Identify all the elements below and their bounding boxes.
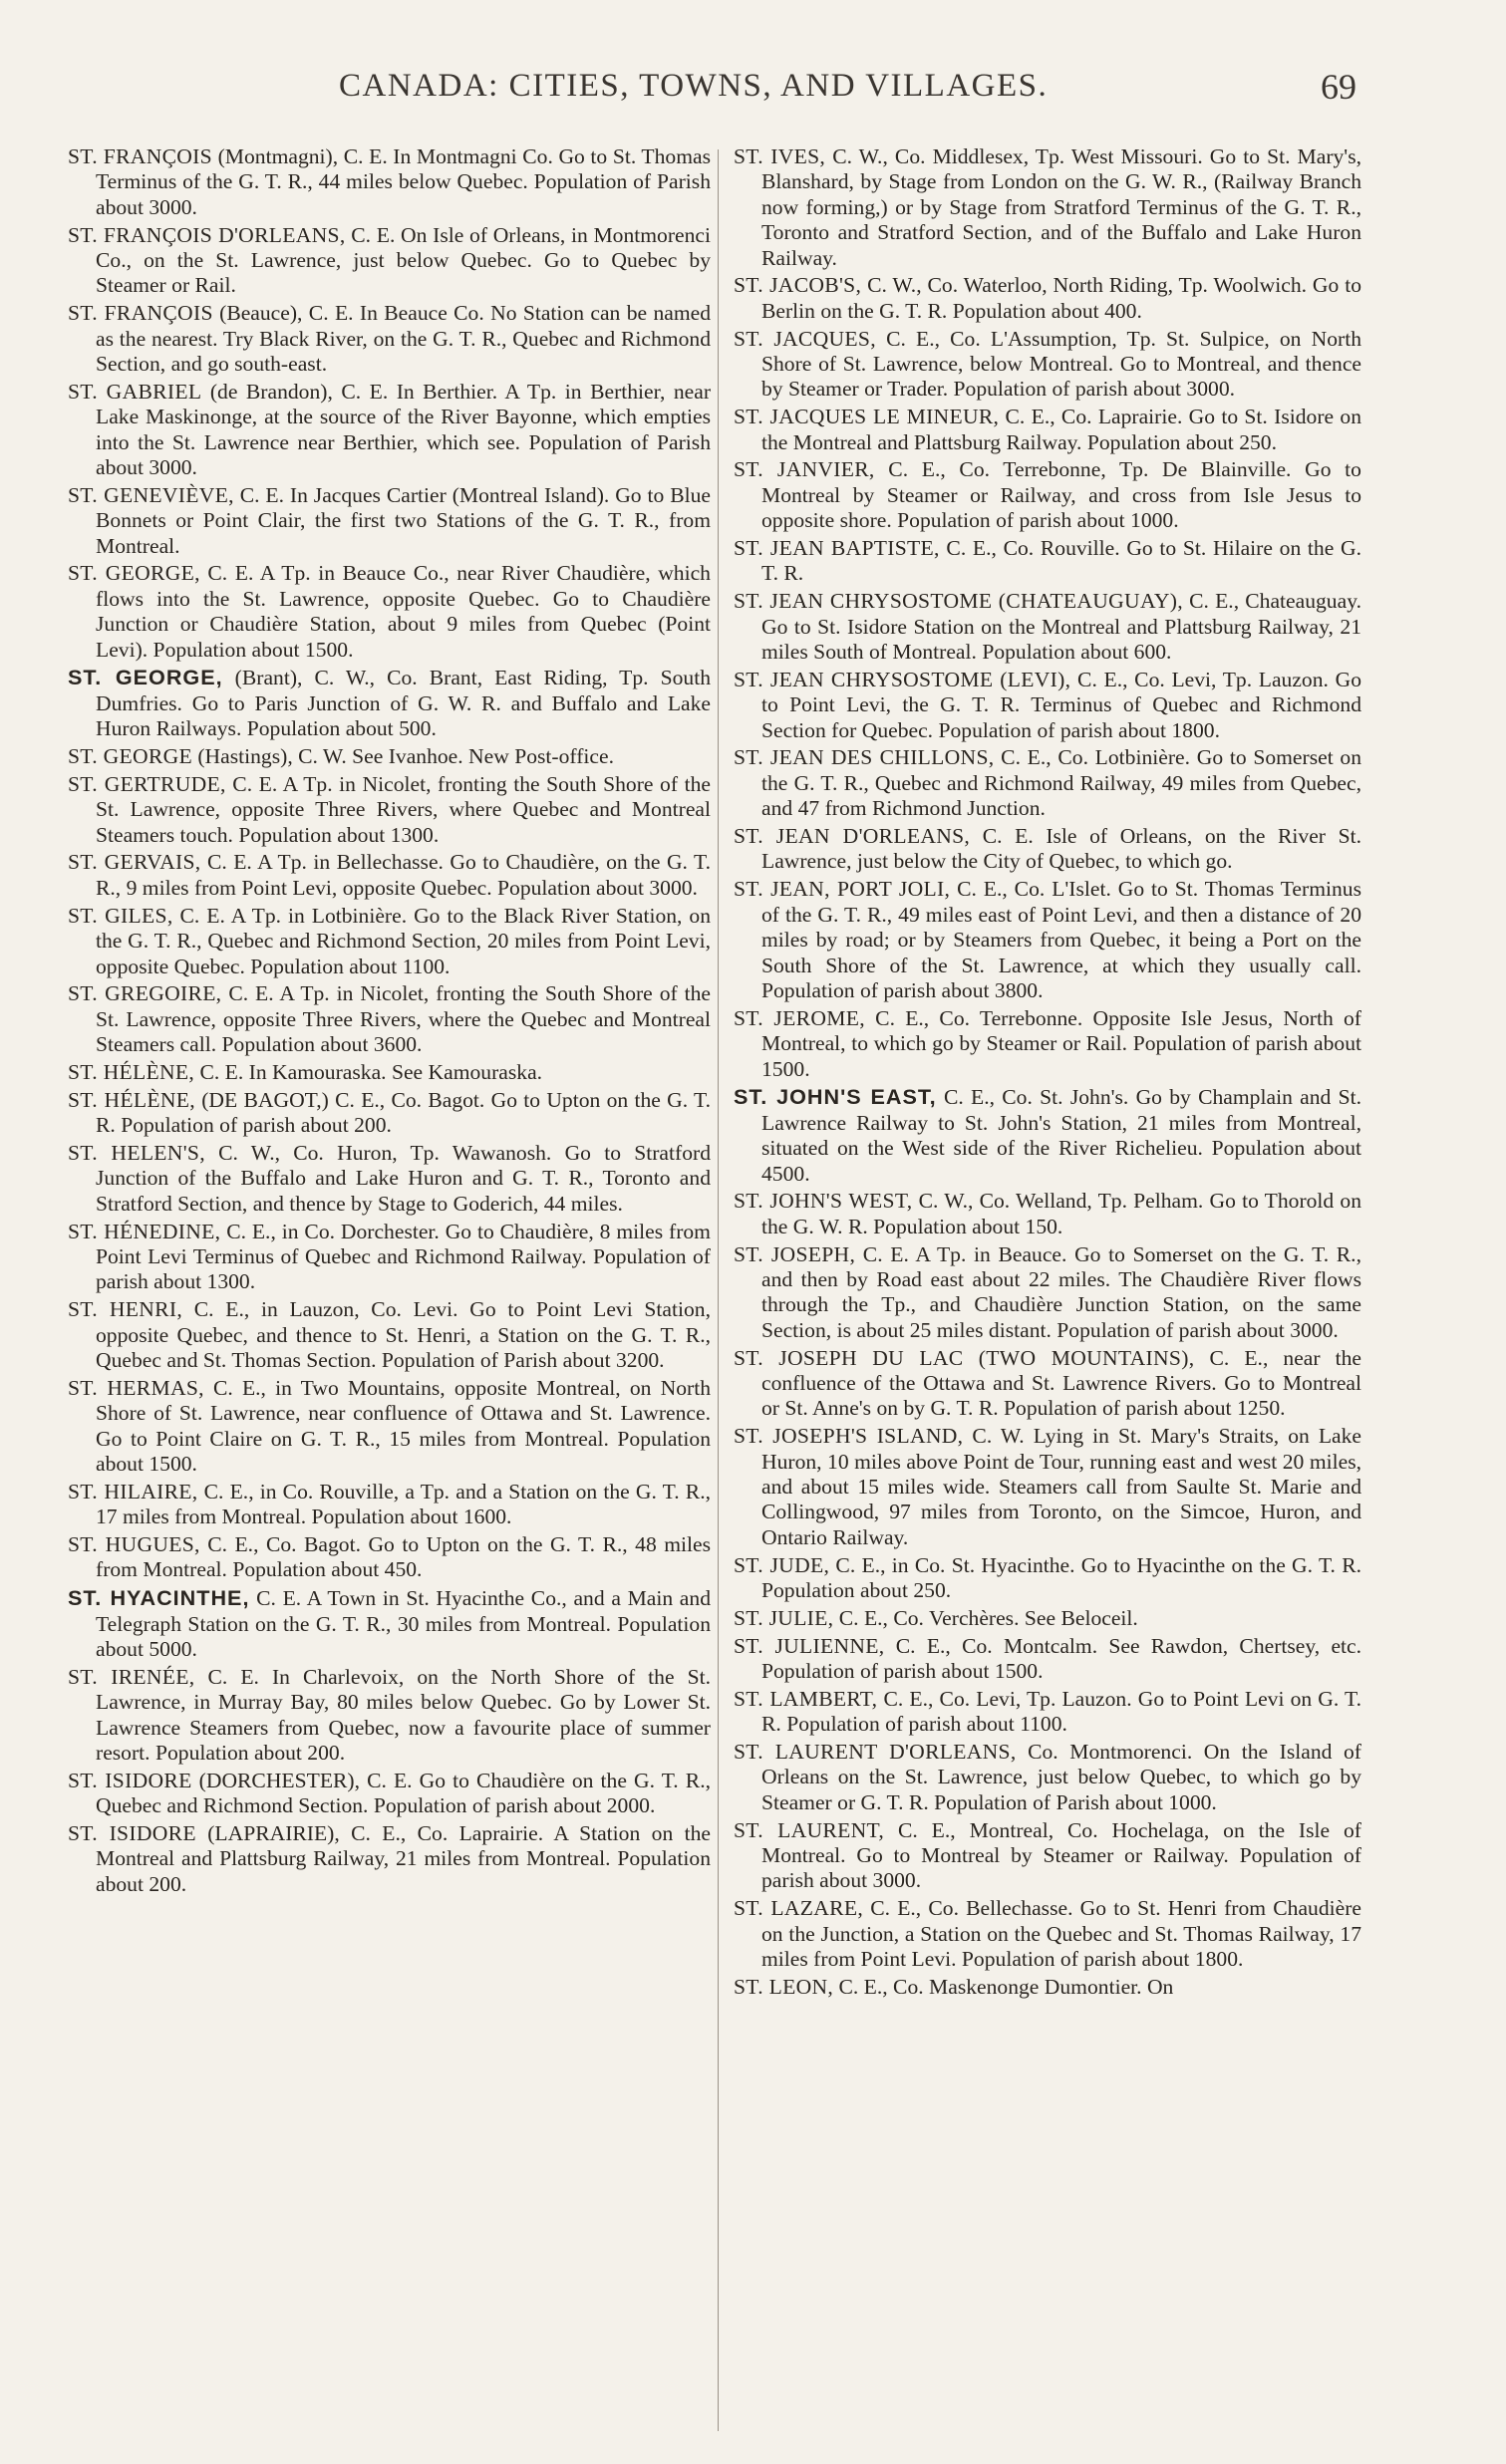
gazetteer-entry xyxy=(734,457,1361,533)
page-number: 69 xyxy=(1321,67,1356,107)
entry-text: (Montmagni), C. E. In Montmagni Co. Go to St. Thomas Terminus of the G. T. R., 44 miles below Quebec. Population of Parish about 3000. xyxy=(96,144,711,219)
entry-text: C. E. A Tp. in Bellechasse. Go to Chaudière, on the G. T. R., 9 miles from Point Levi, opposite Quebec. Population about 3000. xyxy=(96,850,711,900)
gazetteer-entry xyxy=(734,273,1361,324)
gazetteer-entry xyxy=(68,772,711,848)
entry-headword: ST. JEAN CHRYSOSTOME (CHATEAUGUAY), xyxy=(734,589,1183,614)
gazetteer-entry xyxy=(68,561,711,663)
gazetteer-entry xyxy=(734,824,1361,875)
entry-headword: ST. GEORGE, xyxy=(68,561,200,586)
gazetteer-entry xyxy=(734,1606,1361,1631)
entry-text: C. E., Co. L'Islet. Go to St. Thomas Terminus of the G. T. R., 49 miles east of Point Levi, and then a distance of 20 miles by road; or by Steamers from Quebec, it being a Port on the South Shore of the St. Lawrence, at which they usually call. Population of parish about 3800. xyxy=(761,877,1361,1002)
entry-text: C. W., Co. Middlesex, Tp. West Missouri. Go to St. Mary's, Blanshard, by Stage from London on the G. W. R., (Railway Branch now forming,) or by Stage from Stratford Terminus of the G. T. R., Toronto and Stratford Section, and of the Buffalo and Lake Huron Railway. xyxy=(761,144,1361,270)
entry-headword: ST. FRANÇOIS xyxy=(68,144,212,168)
entry-headword: ST. LEON, xyxy=(734,1974,834,1999)
gazetteer-entry xyxy=(68,1769,711,1819)
entry-headword: ST. JOHN'S WEST, xyxy=(734,1189,913,1214)
gazetteer-entry xyxy=(68,1141,711,1217)
gazetteer-entry xyxy=(734,1818,1361,1894)
gazetteer-entry xyxy=(68,1665,711,1767)
entry-text: Co. Montmorenci. On the Island of Orleans on the St. Lawrence, just below Quebec, to which go by Steamer or G. T. R. Population of Parish about 1000. xyxy=(761,1739,1361,1814)
entry-headword: ST. JACQUES LE MINEUR, xyxy=(734,405,1000,429)
entry-headword: ST. JEAN BAPTISTE, xyxy=(734,536,940,561)
column-divider xyxy=(718,149,719,2431)
gazetteer-entry xyxy=(734,1740,1361,1815)
entry-headword: ST. JOHN'S EAST, xyxy=(734,1084,937,1110)
entry-text: C. E., Co. Levi, Tp. Lauzon. Go to Point Levi, the G. T. R. Terminus of Quebec and Richmond Section for Quebec. Population of parish about 1800. xyxy=(761,667,1361,742)
gazetteer-entry xyxy=(68,144,711,220)
entry-text: C. E., in Co. Dorchester. Go to Chaudière, 8 miles from Point Levi Terminus of Quebec and Richmond Railway. Population of parish about 1300. xyxy=(96,1219,711,1294)
entry-text: C. E., in Two Mountains, opposite Montreal, on North Shore of St. Lawrence, near confluence of Ottawa and St. Lawrence. Go to Point Claire on G. T. R., 15 miles from Montreal. Population about 1500. xyxy=(96,1375,711,1476)
gazetteer-entry xyxy=(734,1687,1361,1738)
gazetteer-entry xyxy=(734,1006,1361,1082)
entry-text: C. E. A Tp. in Beauce. Go to Somerset on the G. T. R., and then by Road east about 22 miles. The Chaudière River flows through the Tp., and Chaudière Junction Station, on the same Section, is about 25 miles distant. Population of parish about 3000. xyxy=(761,1241,1361,1342)
gazetteer-entry xyxy=(734,1242,1361,1344)
entry-headword: ST. JULIENNE, xyxy=(734,1633,885,1658)
gazetteer-entry xyxy=(734,1896,1361,1972)
entry-headword: ST. HÉNEDINE, xyxy=(68,1219,221,1243)
entry-headword: ST. ISIDORE xyxy=(68,1768,192,1792)
entry-headword: ST. GILES, xyxy=(68,903,173,928)
entry-headword: ST. JEAN CHRYSOSTOME (LEVI), xyxy=(734,667,1071,691)
gazetteer-entry xyxy=(734,1084,1361,1187)
entry-headword: ST. GREGOIRE, xyxy=(68,981,222,1006)
entry-text: C. E., Co. Laprairie. Go to St. Isidore on the Montreal and Plattsburg Railway. Population about 250. xyxy=(761,405,1361,454)
entry-headword: ST. JACQUES, xyxy=(734,326,876,351)
entry-text: C. W., Co. Waterloo, North Riding, Tp. Woolwich. Go to Berlin on the G. T. R. Population about 400. xyxy=(761,273,1361,323)
entry-text: C. E., Co. Terrebonne. Opposite Isle Jesus, North of Montreal, to which go by Steamer or Rail. Population of parish about 1500. xyxy=(761,1005,1361,1081)
gazetteer-entry xyxy=(734,1189,1361,1239)
entry-text: C. E., Co. St. John's. Go by Champlain and St. Lawrence Railway to St. John's Station, 21 miles from Montreal, situated on the West side of the River Richelieu. Population about 4500. xyxy=(761,1085,1361,1186)
entry-text: C. E., Co. L'Assumption, Tp. St. Sulpice, on North Shore of St. Lawrence, below Montreal. Go to Montreal, and thence by Steamer or Trader. Population of parish about 3000. xyxy=(761,326,1361,402)
entry-headword: ST. HYACINTHE, xyxy=(68,1585,250,1611)
entry-text: C. E. On Isle of Orleans, in Montmorenci Co., on the St. Lawrence, just below Quebec. Go to Quebec by Steamer or Rail. xyxy=(96,222,711,298)
entry-headword: ST. JEAN D'ORLEANS, xyxy=(734,824,971,849)
entry-text: C. E. Isle of Orleans, on the River St. Lawrence, just below the City of Quebec, to which go. xyxy=(761,824,1361,874)
gazetteer-entry xyxy=(68,1088,711,1139)
page-header xyxy=(0,62,1506,122)
entry-headword: ST. JEROME, xyxy=(734,1005,865,1030)
gazetteer-entry xyxy=(734,589,1361,665)
gazetteer-entry xyxy=(68,665,711,741)
entry-headword: ST. ISIDORE xyxy=(68,1820,196,1845)
entry-text: (de Brandon), C. E. In Berthier. A Tp. in Berthier, near Lake Maskinonge, at the source of the River Bayonne, which empties into the St. Lawrence near Berthier, which see. Population of Parish about 3000. xyxy=(96,379,711,480)
gazetteer-entry xyxy=(734,536,1361,587)
right-column xyxy=(734,144,1361,2446)
entry-headword: ST. GEORGE xyxy=(68,744,192,769)
gazetteer-entry xyxy=(68,1060,711,1085)
entry-headword: ST. JULIE, xyxy=(734,1605,834,1630)
entry-headword: ST. FRANÇOIS D'ORLEANS, xyxy=(68,222,346,247)
entry-text: (DORCHESTER), C. E. Go to Chaudière on the G. T. R., Quebec and Richmond Section. Population of parish about 2000. xyxy=(96,1768,711,1818)
gazetteer-entry xyxy=(734,405,1361,455)
entry-text: C. E. In Charlevoix, on the North Shore of the St. Lawrence, in Murray Bay, 80 miles below Quebec. Go by Lower St. Lawrence Steamers from Quebec, now a favourite place of summer resort. Population about 200. xyxy=(96,1664,711,1765)
entry-headword: ST. HILAIRE, xyxy=(68,1479,198,1504)
entry-text: C. W., Co. Huron, Tp. Wawanosh. Go to Stratford Junction of the Buffalo and Lake Huron and G. T. R., Toronto and Stratford Section, and thence by Stage to Goderich, 44 miles. xyxy=(96,1140,711,1216)
entry-text: (Hastings), C. W. See Ivanhoe. New Post-office. xyxy=(191,744,614,769)
entry-text: C. W. Lying in St. Mary's Straits, on Lake Huron, 10 miles above Point de Tour, running east and west 20 miles, and about 15 miles wide. Steamers call from Saulte St. Marie and Collingwood, 97 miles from Toronto, on the Simcoe, Huron, and Ontario Railway. xyxy=(761,1424,1361,1549)
gazetteer-entry xyxy=(734,1424,1361,1550)
entry-text: C. E., Co. Verchères. See Beloceil. xyxy=(833,1605,1138,1630)
entry-headword: ST. LAURENT D'ORLEANS, xyxy=(734,1739,1017,1764)
gazetteer-entry xyxy=(68,223,711,299)
gazetteer-entry xyxy=(734,144,1361,271)
entry-text: C. E., in Co. St. Hyacinthe. Go to Hyacinthe on the G. T. R. Population about 250. xyxy=(761,1552,1361,1602)
entry-headword: ST. GENEVIÈVE, xyxy=(68,482,234,507)
entry-headword: ST. HUGUES, xyxy=(68,1531,200,1556)
entry-headword: ST. HENRI, xyxy=(68,1297,183,1322)
gazetteer-entry xyxy=(68,1220,711,1295)
entry-headword: ST. HELEN'S, xyxy=(68,1140,205,1165)
entry-text: C. E., in Co. Rouville, a Tp. and a Station on the G. T. R., 17 miles from Montreal. Population about 1600. xyxy=(96,1479,711,1529)
entry-headword: ST. JOSEPH, xyxy=(734,1241,856,1266)
entry-headword: ST. JOSEPH'S ISLAND, xyxy=(734,1424,964,1449)
entry-text: C. E., Chateauguay. Go to St. Isidore Station on the Montreal and Plattsburg Railway, 21 miles South of Montreal. Population about 600. xyxy=(761,589,1361,665)
entry-headword: ST. JEAN DES CHILLONS, xyxy=(734,745,995,770)
entry-text: C. E. A Tp. in Lotbinière. Go to the Black River Station, on the G. T. R., Quebec and Richmond Section, 20 miles from Point Levi, opposite Quebec. Population about 1100. xyxy=(96,903,711,978)
entry-text: C. E., Co. Montcalm. See Rawdon, Chertsey, etc. Population of parish about 1500. xyxy=(761,1633,1361,1683)
gazetteer-entry xyxy=(68,1376,711,1478)
entry-text: C. E., Co. Rouville. Go to St. Hilaire on the G. T. R. xyxy=(761,536,1361,586)
running-head: CANADA: CITIES, TOWNS, AND VILLAGES. xyxy=(339,68,1049,104)
gazetteer-entry xyxy=(68,301,711,377)
entry-text: (LAPRAIRIE), C. E., Co. Laprairie. A Station on the Montreal and Plattsburg Railway, 21 miles from Montreal. Population about 200. xyxy=(96,1820,711,1896)
gazetteer-entry xyxy=(68,850,711,901)
entry-headword: ST. HÉLÈNE, xyxy=(68,1059,195,1084)
entry-headword: ST. LAZARE, xyxy=(734,1896,864,1921)
entry-headword: ST. GERVAIS, xyxy=(68,850,201,875)
entry-text: (Beauce), C. E. In Beauce Co. No Station can be named as the nearest. Try Black River, on the G. T. R., Quebec and Richmond Section, and go south-east. xyxy=(96,301,711,377)
entry-text: C. E., Montreal, Co. Hochelaga, on the Isle of Montreal. Go to Montreal by Steamer or Railway. Population of parish about 3000. xyxy=(761,1817,1361,1893)
entry-headword: ST. IVES, xyxy=(734,144,826,168)
left-column xyxy=(68,144,711,2446)
entry-headword: ST. HÉLÈNE, xyxy=(68,1087,195,1112)
gazetteer-entry xyxy=(68,1532,711,1583)
gazetteer-entry xyxy=(68,744,711,769)
entry-headword: ST. JANVIER, xyxy=(734,457,875,482)
gazetteer-entry xyxy=(68,1480,711,1530)
entry-headword: ST. JACOB'S, xyxy=(734,273,862,298)
entry-text: C. E. In Kamouraska. See Kamouraska. xyxy=(194,1059,543,1084)
entry-text: C. E., Co. Bagot. Go to Upton on the G. T. R., 48 miles from Montreal. Population about 450. xyxy=(96,1531,711,1582)
entry-headword: ST. JOSEPH DU LAC (TWO MOUNTAINS), xyxy=(734,1345,1195,1370)
entry-text: C. E., in Lauzon, Co. Levi. Go to Point Levi Station, opposite Quebec, and thence to St. Henri, a Station on the G. T. R., Quebec and St. Thomas Section. Population of Parish about 3200. xyxy=(96,1297,711,1372)
entry-text: (DE BAGOT,) C. E., Co. Bagot. Go to Upton on the G. T. R. Population of parish about 200. xyxy=(96,1087,711,1138)
gazetteer-entry xyxy=(68,1585,711,1662)
entry-headword: ST. HERMAS, xyxy=(68,1375,204,1400)
entry-text: C. E. A Town in St. Hyacinthe Co., and a Main and Telegraph Station on the G. T. R., 30 miles from Montreal. Population about 5000. xyxy=(96,1586,711,1661)
gazetteer-entry xyxy=(734,745,1361,821)
entry-text: C. E., Co. Lotbinière. Go to Somerset on the G. T. R., Quebec and Richmond Railway, 49 miles from Quebec, and 47 from Richmond Junction. xyxy=(761,745,1361,821)
entry-text: C. E. In Jacques Cartier (Montreal Island). Go to Blue Bonnets or Point Clair, the first two Stations of the G. T. R., from Montreal. xyxy=(96,482,711,558)
gazetteer-entry xyxy=(734,877,1361,1003)
gazetteer-entry xyxy=(734,1975,1361,2000)
gazetteer-entry xyxy=(68,483,711,559)
entry-text: C. E. A Tp. in Nicolet, fronting the South Shore of the St. Lawrence, opposite Three Rivers, where Quebec and Montreal Steamers touch. Population about 1300. xyxy=(96,771,711,847)
entry-text: C. E., Co. Maskenonge Dumontier. On xyxy=(833,1974,1174,1999)
entry-text: C. E., near the confluence of the Ottawa and St. Lawrence Rivers. Go to Montreal or St. Anne's on by G. T. R. Population of parish about 1250. xyxy=(761,1345,1361,1421)
entry-text: C. E. A Tp. in Beauce Co., near River Chaudière, which flows into the St. Lawrence, opposite Quebec. Go to Chaudière Junction or Chaudière Station, about 9 miles from Quebec (Point Levi). Population about 1500. xyxy=(96,561,711,662)
entry-text: (Brant), C. W., Co. Brant, East Riding, Tp. South Dumfries. Go to Paris Junction of G. W. R. and Buffalo and Lake Huron Railways. Population about 500. xyxy=(96,666,711,741)
gazetteer-entry xyxy=(68,1297,711,1373)
entry-text: C. E., Co. Terrebonne, Tp. De Blainville. Go to Montreal by Steamer or Railway, and cross from Isle Jesus to opposite shore. Population of parish about 1000. xyxy=(761,457,1361,533)
entry-text: C. E., Co. Bellechasse. Go to St. Henri from Chaudière on the Junction, a Station on the Quebec and St. Thomas Railway, 17 miles from Point Levi. Population of parish about 1800. xyxy=(761,1896,1361,1972)
gazetteer-entry xyxy=(68,1821,711,1897)
entry-headword: ST. LAURENT, xyxy=(734,1817,885,1842)
gazetteer-entry xyxy=(734,1553,1361,1604)
gazetteer-entry xyxy=(734,1634,1361,1685)
gazetteer-entry xyxy=(68,981,711,1057)
entry-text: C. E. A Tp. in Nicolet, fronting the South Shore of the St. Lawrence, opposite Three Rivers, where the Quebec and Montreal Steamers call. Population about 3600. xyxy=(96,981,711,1057)
gazetteer-entry xyxy=(734,327,1361,403)
gazetteer-entry xyxy=(734,1346,1361,1422)
gazetteer-entry xyxy=(68,904,711,979)
entry-headword: ST. GABRIEL xyxy=(68,379,202,404)
entry-headword: ST. GERTRUDE, xyxy=(68,771,226,796)
entry-text: C. W., Co. Welland, Tp. Pelham. Go to Thorold on the G. W. R. Population about 150. xyxy=(761,1189,1361,1238)
entry-text: C. E., Co. Levi, Tp. Lauzon. Go to Point Levi on G. T. R. Population of parish about 1100. xyxy=(761,1686,1361,1737)
entry-headword: ST. LAMBERT, xyxy=(734,1686,878,1711)
entry-headword: ST. JEAN, PORT JOLI, xyxy=(734,877,951,902)
entry-headword: ST. IRENÉE, xyxy=(68,1664,195,1689)
entry-headword: ST. FRANÇOIS xyxy=(68,301,213,326)
gazetteer-entry xyxy=(734,668,1361,743)
entry-headword: ST. GEORGE, xyxy=(68,665,223,690)
gazetteer-entry xyxy=(68,380,711,481)
entry-headword: ST. JUDE, xyxy=(734,1552,830,1577)
